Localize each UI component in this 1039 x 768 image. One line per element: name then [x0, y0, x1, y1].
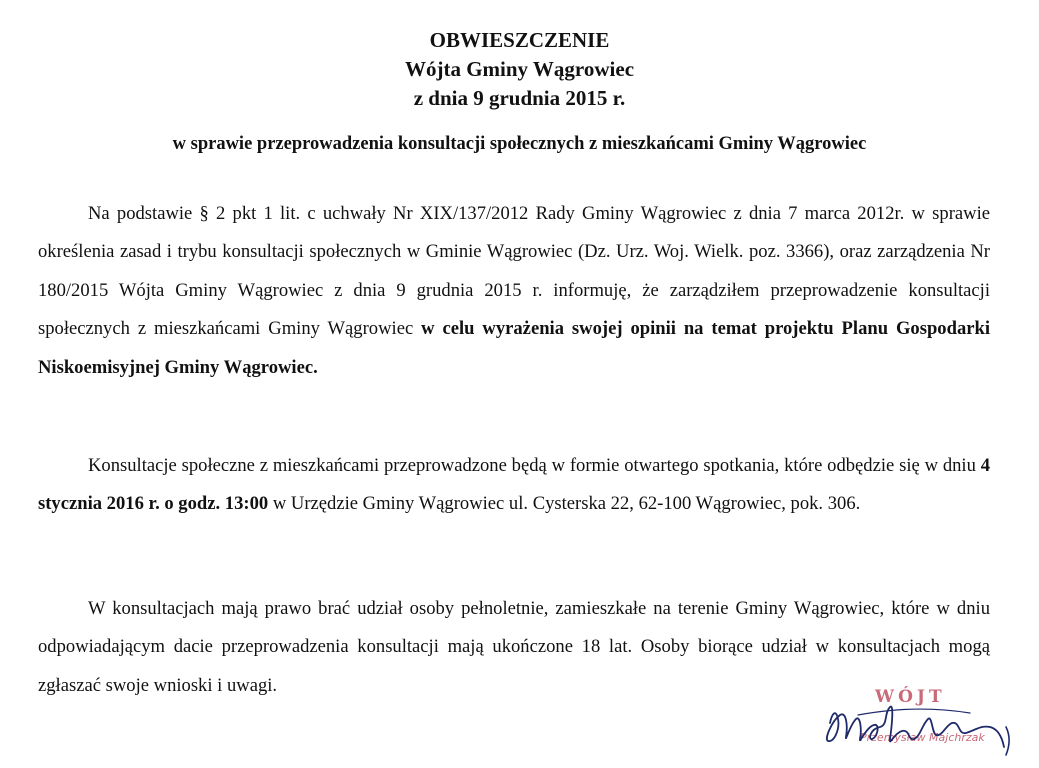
meeting-datetime: 4 stycznia 2016 r. o godz. 13:00 [38, 455, 990, 515]
paragraph-legal-basis-text: Na podstawie § 2 pkt 1 lit. c uchwały Nr XIX/137/2012 Rady Gminy Wągrowiec z dnia 7 marca 2012r. w sprawie określenia zasad i trybu konsultacji społecznych w Gminie Wągrowiec (Dz. Urz. Woj. Wielk. poz. 3366), oraz zarządzenia Nr 180/2015 Wójta Gminy Wągrowiec z dnia 9 grudnia 2015 r. informuję, że zarządziłem przeprowadzenie konsultacji społecznych z mieszkańcami Gminy Wągrowiec [38, 203, 990, 340]
document-header [0, 26, 1039, 113]
meeting-location: w Urzędzie Gminy Wągrowiec ul. Cysterska 22, 62-100 Wągrowiec, pok. 306. [268, 493, 861, 515]
document-issuer: Wójta Gminy Wągrowiec [404, 57, 635, 81]
stamp-title: WÓJT [875, 687, 946, 707]
paragraph-legal-basis [38, 195, 990, 387]
paragraph-eligibility: W konsultacjach mają prawo brać udział osoby pełnoletnie, zamieszkałe na terenie Gminy Wągrowiec, które w dniu odpowiadającym dacie przeprowadzenia konsultacji mają ukończone 18 lat. Osoby biorące udział w konsultacjach mogą zgłaszać swoje wnioski i uwagi. [38, 598, 990, 696]
paragraph-meeting [38, 447, 990, 524]
stamp-name: Przemysław Majchrzak [860, 731, 985, 744]
handwritten-signature-icon [810, 685, 1020, 765]
signature-stamp [810, 685, 1020, 765]
paragraph-legal-basis-purpose: w celu wyrażenia swojej opinii na temat projektu Planu Gospodarki Niskoemisyjnej Gminy Wągrowiec. [38, 318, 990, 378]
document-date: z dnia 9 grudnia 2015 r. [413, 86, 626, 110]
paragraph-meeting-intro: Konsultacje społeczne z mieszkańcami przeprowadzone będą w formie otwartego spotkania, które odbędzie się w dniu [88, 455, 981, 476]
document-subject: w sprawie przeprowadzenia konsultacji społecznych z mieszkańcami Gminy Wągrowiec [172, 134, 867, 154]
document-title: OBWIESZCZENIE [429, 28, 610, 52]
